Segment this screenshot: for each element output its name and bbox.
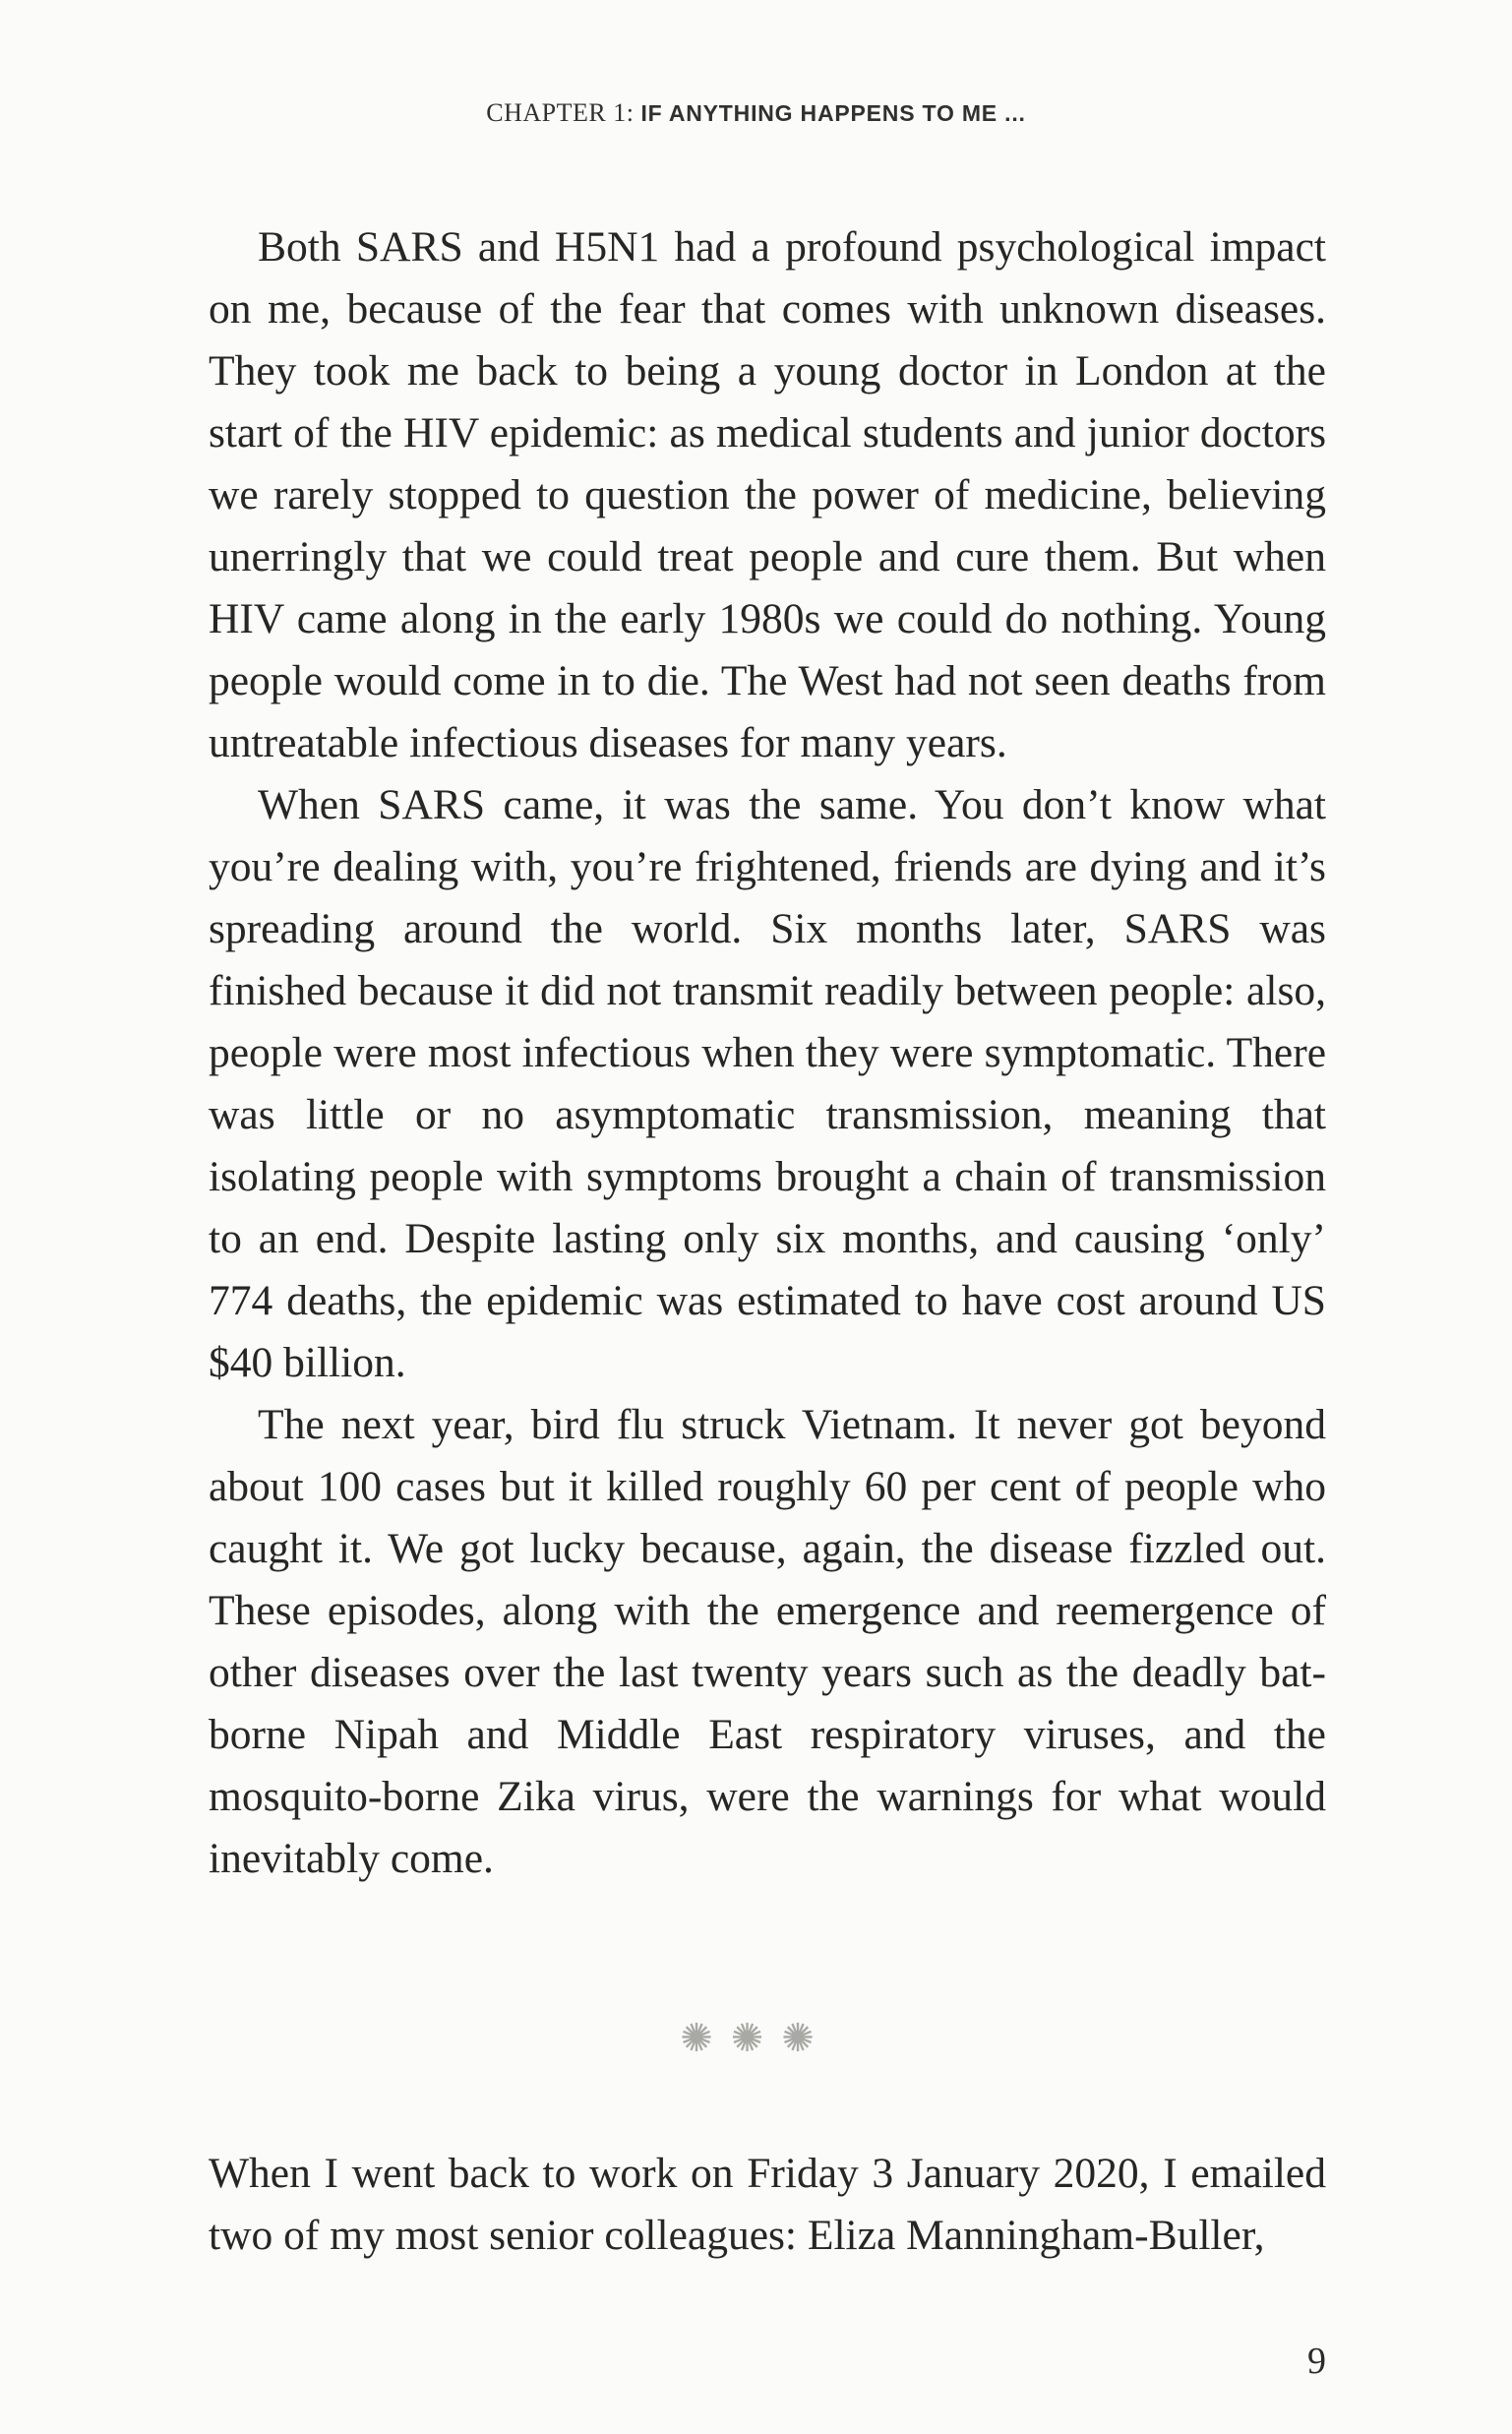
paragraph-1: Both SARS and H5N1 had a profound psychological impact on me, because of the fear that comes with unknown diseases. They took me back to being a young doctor in London at the start of the HIV epidemic: as medical students and junior doctors we rarely stopped to question the power of medicine, believing unerringly that we could treat people and cure them. But when HIV came along in the early 1980s we could do nothing. Young people would come in to die. The West had not seen deaths from untreatable infectious diseases for many years. — [209, 223, 1326, 766]
running-header — [0, 98, 1512, 128]
virus-ornament-icon: ✺ — [730, 2016, 782, 2060]
paragraph-2: When SARS came, it was the same. You don’t know what you’re dealing with, you’re frightened, friends are dying and it’s spreading around the world. Six months later, SARS was finished because it did not transmit readily between people: also, people were most infectious when they were symptomatic. There was little or no asymptomatic transmission, meaning that isolating people with symptoms brought a chain of transmission to an end. Despite lasting only six months, and causing ‘only’ 774 deaths, the epidemic was estimated to have cost around US $40 billion. — [209, 781, 1326, 1386]
chapter-label: CHAPTER 1: — [486, 98, 635, 127]
main-text-block — [209, 216, 1326, 1890]
paragraph-3: The next year, bird flu struck Vietnam. It never got beyond about 100 cases but it killed roughly 60 per cent of people who caught it. We got lucky because, again, the disease fizzled out. These episodes, along with the emergence and reemergence of other diseases over the last twenty years such as the deadly bat-borne Nipah and Middle East respiratory viruses, and the mosquito-borne Zika virus, were the warnings for what would inevitably come. — [209, 1401, 1326, 1882]
continuation-paragraph: When I went back to work on Friday 3 January 2020, I emailed two of my most senior colleagues: Eliza Manningham-Buller, — [209, 2150, 1326, 2259]
virus-ornament-icon: ✺ — [781, 2016, 832, 2060]
page-number: 9 — [1307, 2341, 1326, 2382]
chapter-title: IF ANYTHING HAPPENS TO ME ... — [640, 100, 1026, 126]
continuation-text-block — [209, 2143, 1326, 2267]
section-break-ornament — [0, 2015, 1512, 2061]
virus-ornament-icon: ✺ — [680, 2016, 731, 2060]
